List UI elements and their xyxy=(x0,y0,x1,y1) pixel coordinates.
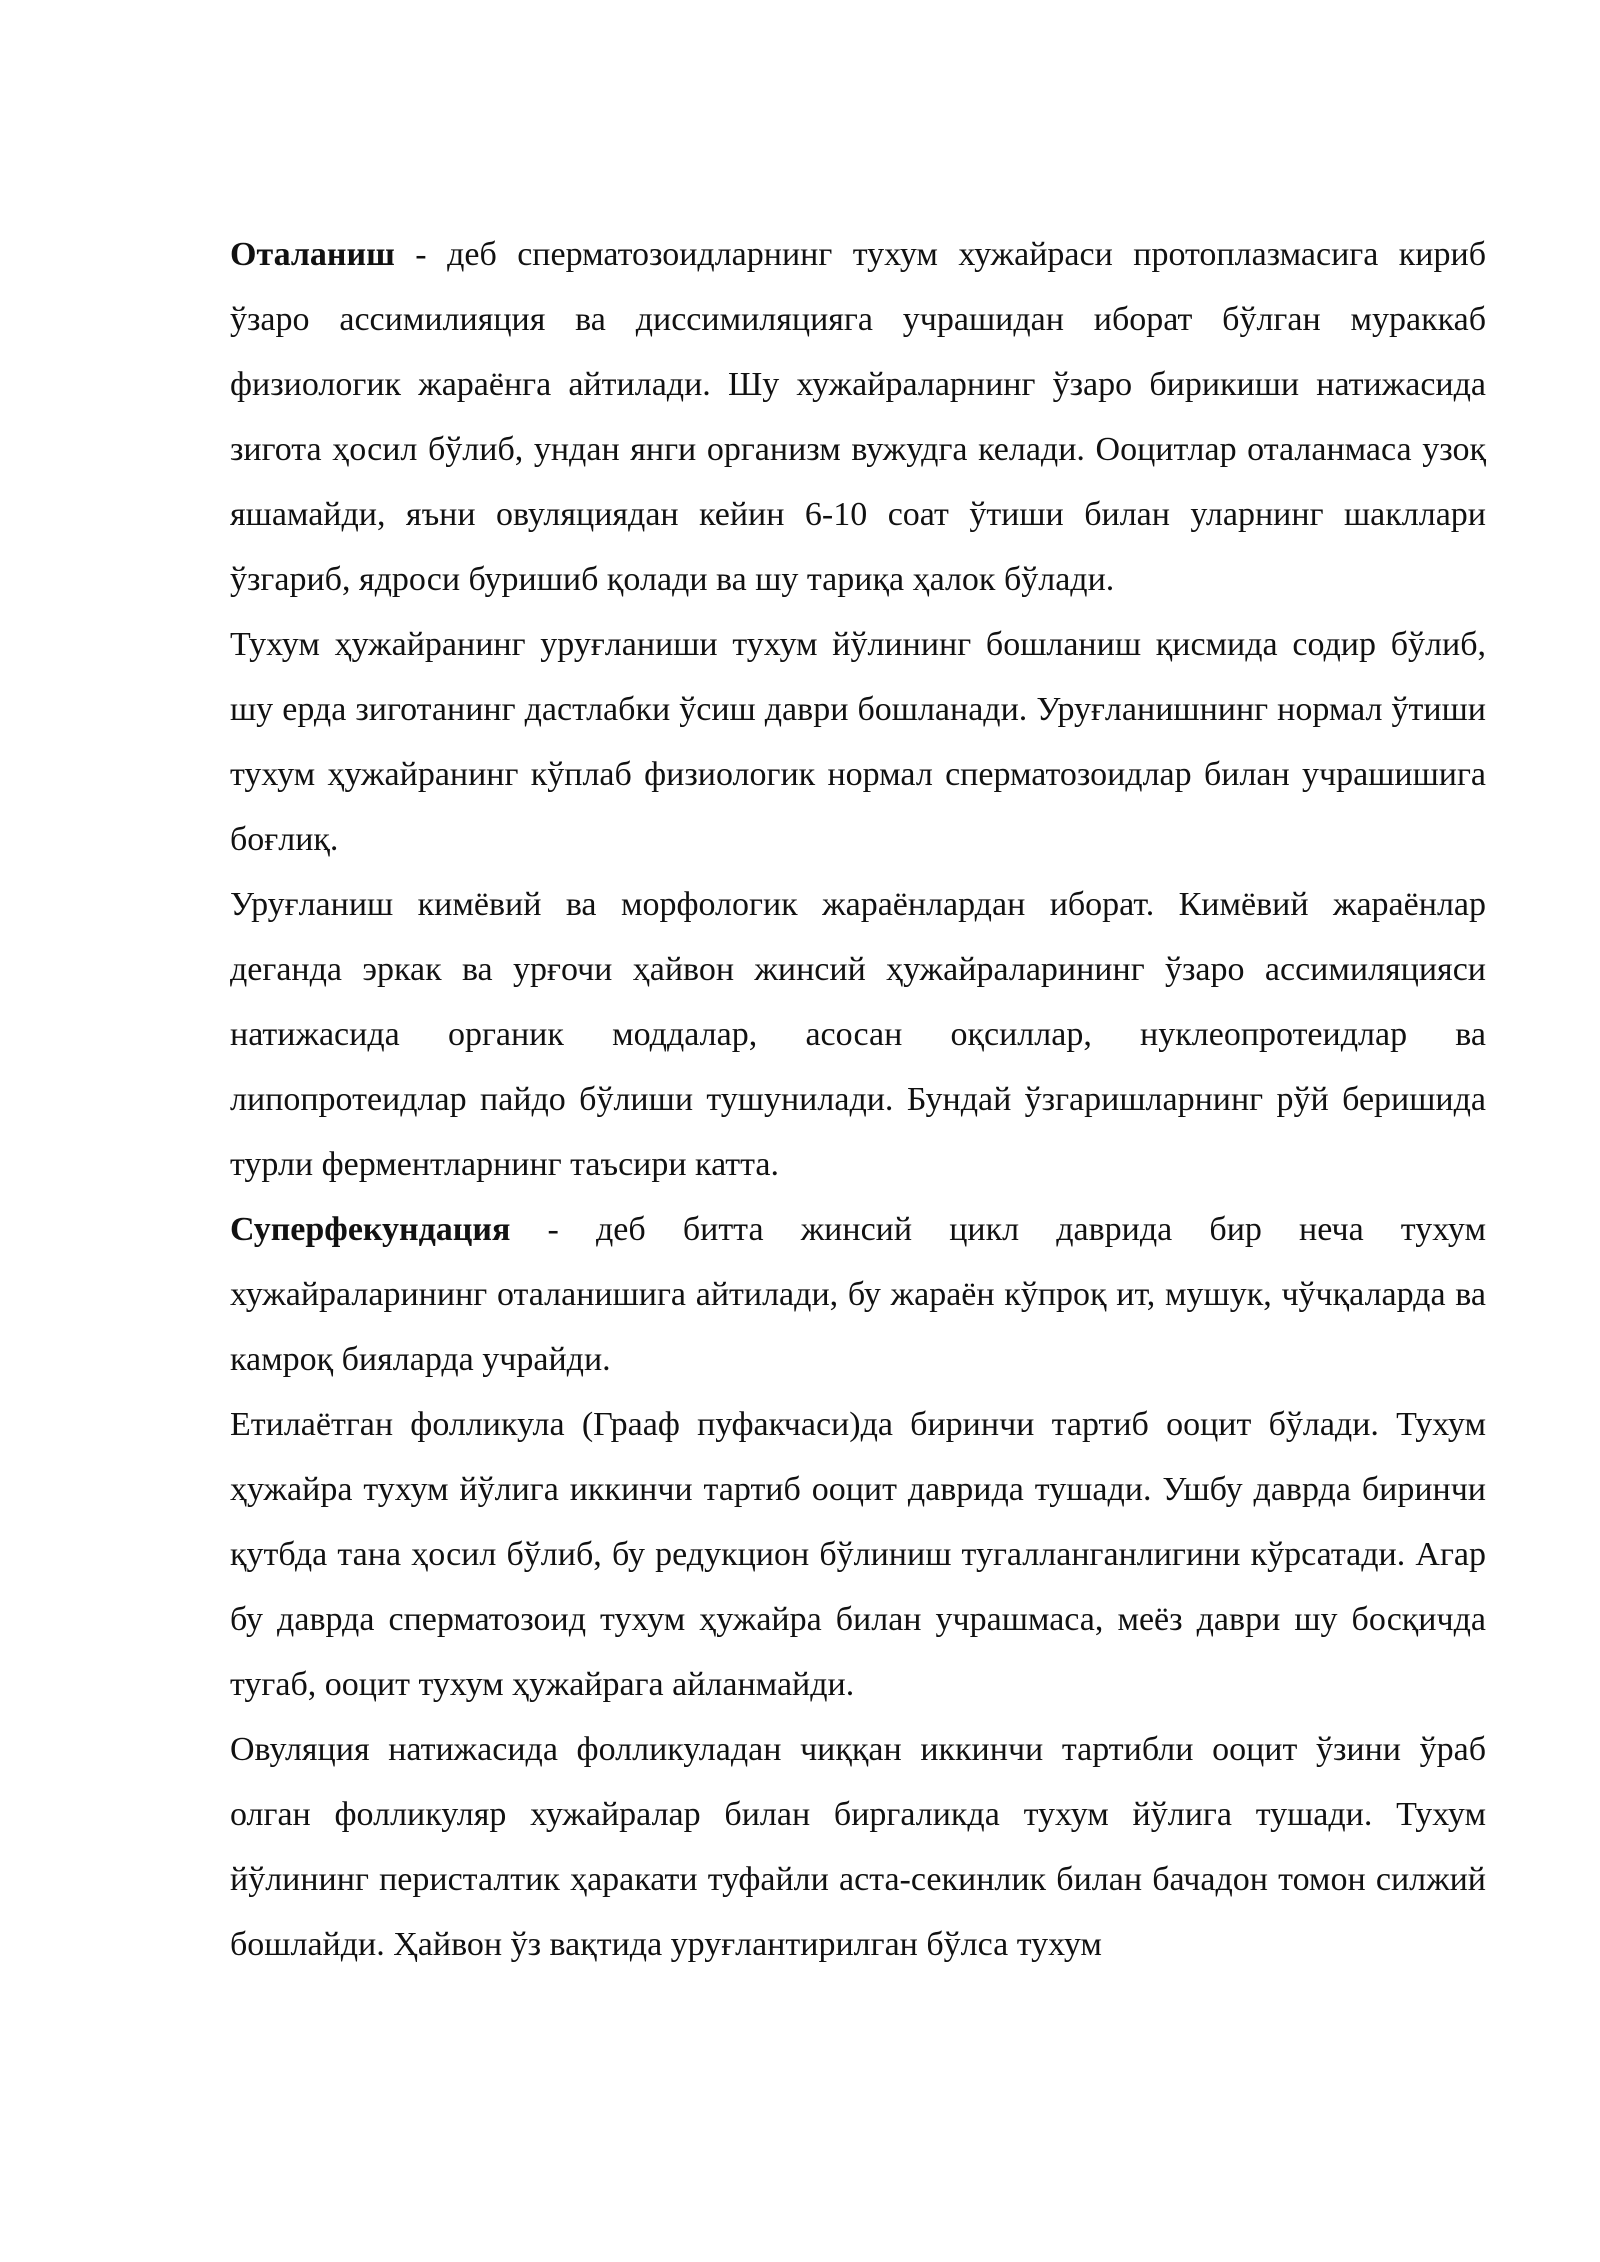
paragraph-text: Уруғланиш кимёвий ва морфологик жараёнлардан иборат. Кимёвий жараёнлар деганда эркак ва урғочи ҳайвон жинсий ҳужайраларининг ўзаро ассимиляцияси натижасида органик моддалар, асосан оқсиллар, нуклеопротеидлар ва липопротеидлар пайдо бўлиши тушунилади. Бундай ўзгаришларнинг рўй беришида турли ферментларнинг таъсири катта. xyxy=(230,886,1486,1183)
paragraph-text: Етилаётган фолликула (Грааф пуфакчаси)да биринчи тартиб ооцит бўлади. Тухум ҳужайра тухум йўлига иккинчи тартиб ооцит даврида тушади. Ушбу даврда биринчи қутбда тана ҳосил бўлиб, бу редукцион бўлиниш тугалланганлигини кўрсатади. Агар бу даврда сперматозоид тухум ҳужайра билан учрашмаса, меёз даври шу босқичда тугаб, ооцит тухум ҳужайрага айланмайди. xyxy=(230,1406,1486,1703)
paragraph-superfecundation xyxy=(230,1197,1486,1392)
paragraph-text: - деб битта жинсий цикл даврида бир неча тухум хужайраларининг оталанишига айтилади, бу жараён кўпроқ ит, мушук, чўчқаларда ва камроқ бияларда учрайди. xyxy=(230,1211,1486,1378)
paragraph-oocyte-maturation xyxy=(230,1392,1486,1717)
paragraph-text: - деб сперматозоидларнинг тухум хужайраси протоплазмасига кириб ўзаро ассимилияция ва диссимиляцияга учрашидан иборат бўлган мураккаб физиологик жараёнга айтилади. Шу хужайраларнинг ўзаро бирикиши натижасида зигота ҳосил бўлиб, ундан янги организм вужудга келади. Ооцитлар оталанмаса узоқ яшамайди, яъни овуляциядан кейин 6-10 соат ўтиши билан уларнинг шакллари ўзгариб, ядроси буришиб қолади ва шу тариқа ҳалок бўлади. xyxy=(230,236,1486,598)
paragraph-insemination-site xyxy=(230,612,1486,872)
term-superfecundation: Суперфекундация xyxy=(230,1211,511,1248)
paragraph-fertilization xyxy=(230,222,1486,612)
paragraph-chemical-processes xyxy=(230,872,1486,1197)
paragraph-ovulation xyxy=(230,1717,1486,1977)
paragraph-text: Тухум ҳужайранинг уруғланиши тухум йўлининг бошланиш қисмида содир бўлиб, шу ерда зиготанинг дастлабки ўсиш даври бошланади. Уруғланишнинг нормал ўтиши тухум ҳужайранинг кўплаб физиологик нормал сперматозоидлар билан учрашишига боғлиқ. xyxy=(230,626,1486,858)
term-fertilization: Оталаниш xyxy=(230,236,395,273)
paragraph-text: Овуляция натижасида фолликуладан чиққан иккинчи тартибли ооцит ўзини ўраб олган фолликуляр хужайралар билан биргаликда тухум йўлига тушади. Тухум йўлининг перисталтик ҳаракати туфайли аста-секинлик билан бачадон томон силжий бошлайди. Ҳайвон ўз вақтида уруғлантирилган бўлса тухум xyxy=(230,1731,1486,1963)
document-body xyxy=(230,222,1486,1977)
